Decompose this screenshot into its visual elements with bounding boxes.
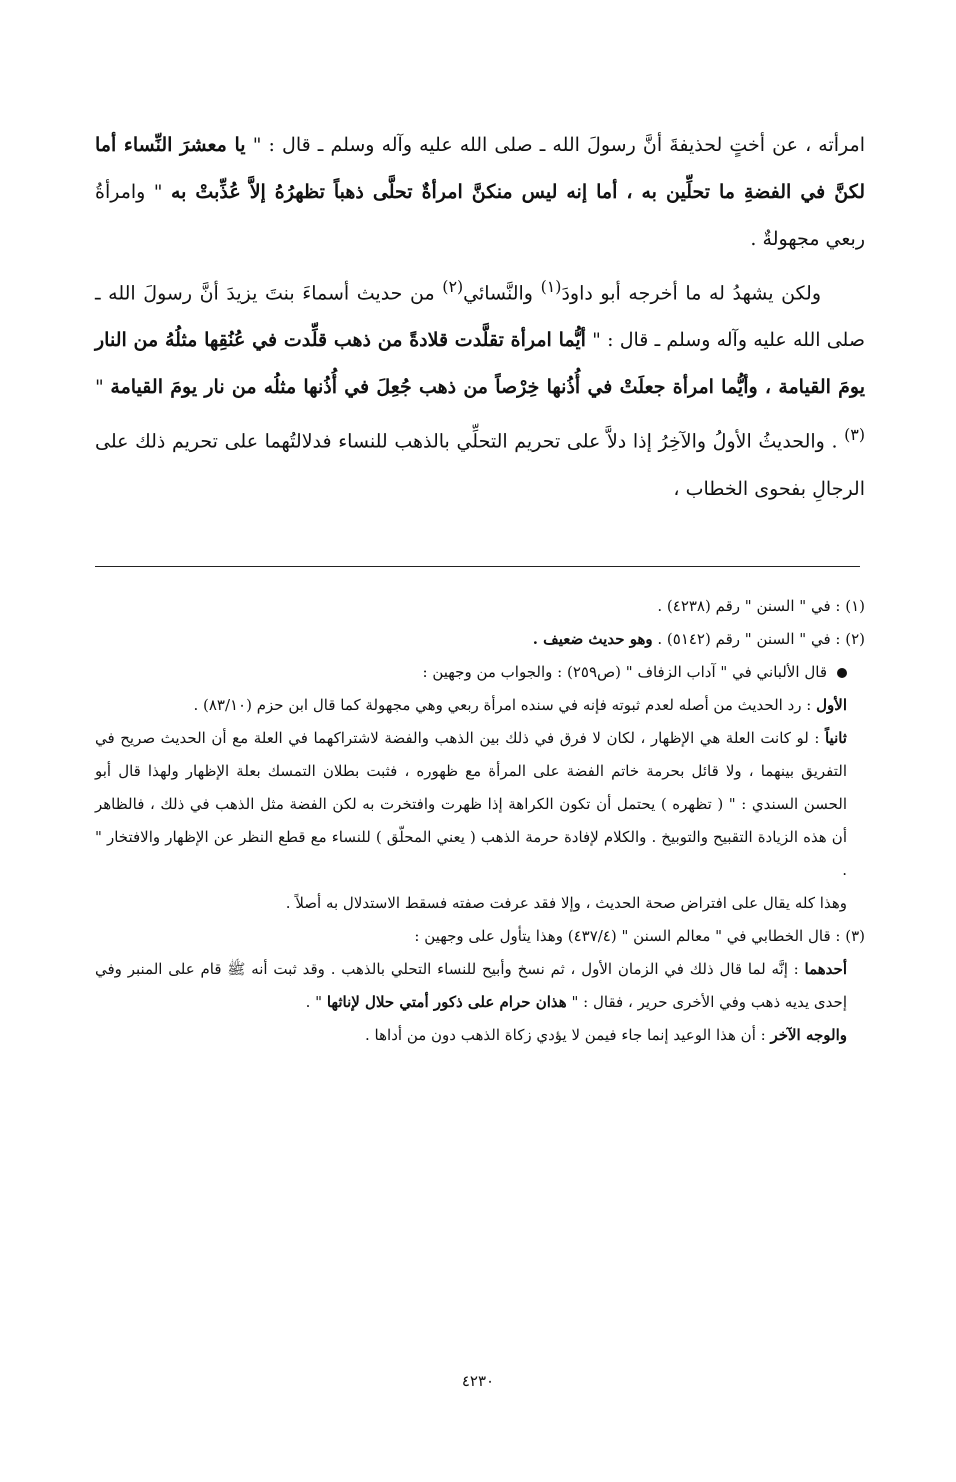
footnote-2 bbox=[95, 623, 865, 656]
text: (٢) : في " السنن " رقم (٥١٤٢) . bbox=[652, 630, 865, 648]
text: . والحديثُ الأولُ والآخِرُ إذا دلاَّ على تحريم التحلِّي بالذهب للنساء فدلالتُهما على تحريم ذلك على الرجالِ بفحوى الخطاب ، bbox=[95, 430, 865, 500]
main-text bbox=[95, 122, 865, 513]
bullet-icon bbox=[837, 668, 847, 678]
text: : إنَّه لما قال ذلك في الزمان الأول ، ثم نسخ وأبيح للنساء التحلي بالذهب . وقد ثبت أنه ﷺ قام على المنبر وفي إحدى يديه ذهب وفي الأخرى حرير ، فقال : " bbox=[95, 960, 847, 1011]
label: ثانياً bbox=[824, 729, 847, 747]
text: ولكن يشهدُ له ما أخرجه أبو داودَ bbox=[561, 282, 822, 305]
bullet-note bbox=[95, 656, 865, 689]
note-end: وهذا كله يقال على افتراض صحة الحديث ، وإلا فقد عرفت صفته فسقط الاستدلال به أصلاً . bbox=[285, 894, 847, 912]
paragraph-1 bbox=[95, 122, 865, 263]
label: الأول bbox=[816, 696, 847, 714]
text: والنَّسائي bbox=[463, 282, 541, 305]
hadith-quote: أيُّما امرأة تقلَّدت قلادةً من ذهب قلِّدت في عُنُقِها مثلُهُ من النار يومَ القيامة ، وأيُّما امرأة جعلَتْ في أُذُنها خِرْصاً من ذهب جُعِلَ في أُذُنها مثلُه من نار يومَ القيامة bbox=[95, 329, 865, 399]
second-aspect bbox=[95, 1019, 865, 1052]
grading: وهو حديث ضعيف . bbox=[532, 630, 653, 648]
footnote-1: (١) : في " السنن " رقم (٤٢٣٨) . bbox=[657, 597, 865, 615]
footnote-ref-1[interactable]: (١) bbox=[540, 277, 562, 296]
text: امرأته ، عن أختٍ لحذيفةَ أنَّ رسولَ الله ـ صلى الله عليه وآله وسلم ـ قال : " bbox=[245, 134, 865, 156]
first-reply bbox=[95, 689, 865, 722]
footnote-divider bbox=[95, 566, 860, 567]
text: : أن هذا الوعيد إنما جاء فيمن لا يؤدي زكاة الذهب دون من أداها . bbox=[365, 1026, 771, 1044]
text: " bbox=[95, 376, 111, 399]
footnotes bbox=[95, 590, 865, 1052]
text: قال الألباني في " آداب الزفاف " (ص٢٥٩) : والجواب من وجهين : bbox=[422, 663, 827, 681]
footnote-ref-3[interactable]: (٣) bbox=[844, 425, 865, 445]
footnote-3: (٣) : قال الخطابي في " معالم السنن " (٤٣٧/٤) وهذا يتأول على وجهين : bbox=[414, 927, 865, 945]
second-reply bbox=[95, 722, 865, 887]
paragraph-2 bbox=[95, 263, 865, 513]
page-number: ٤٢٣٠ bbox=[461, 1372, 495, 1390]
first-aspect bbox=[95, 953, 865, 1019]
label: أحدهما bbox=[804, 960, 847, 978]
label: والوجه الآخر bbox=[770, 1026, 847, 1044]
footnote-ref-2[interactable]: (٢) bbox=[442, 277, 464, 296]
text: " وامرأةُ ربعي مجهولةٌ . bbox=[95, 181, 865, 250]
text: : لو كانت العلة هي الإظهار ، لكان لا فرق في ذلك بين الذهب والفضة لاشتراكهما في العلة مع أن الحديث صريح في التفريق بينهما ، ولا قائل بحرمة خاتم الفضة على المرأة مع ظهوره ، فثبت بطلان التمسك بعلة الإظهار ولهذا قال أبو الحسن السندي : " ( تظهره ) يحتمل أن تكون الكراهة إذا ظهرت وافتخرت به لكن الفضة مثل الذهب في ذلك ، فالظاهر أن هذه الزيادة التقبيح والتوبيخ . والكلام لإفادة حرمة الذهب ( يعني المحلّق ) للنساء مع قطع النظر عن الإظهار والافتخار " . bbox=[95, 729, 847, 879]
text: من حديث أسماءَ بنتَ يزيدَ أنَّ رسولَ الله ـ صلى الله عليه وآله وسلم ـ قال : " bbox=[95, 282, 865, 352]
hadith-quote: يا معشرَ النِّساء أما لكنَّ في الفضةِ ما تحلِّين به ، أما إنه ليس منكنَّ امرأةٌ تحلَّى ذهباً تظهرُهُ إلاَّ عُذِّبتْ به bbox=[95, 134, 866, 203]
text: : رد الحديث من أصله لعدم ثبوته فإنه في سنده امرأة ربعي وهي مجهولة كما قال ابن حزم (٨٣/١٠) . bbox=[193, 696, 817, 714]
text: " . bbox=[305, 993, 327, 1011]
hadith-quote: هذان حرام على ذكور أمتي حلال لإناثها bbox=[326, 993, 567, 1011]
